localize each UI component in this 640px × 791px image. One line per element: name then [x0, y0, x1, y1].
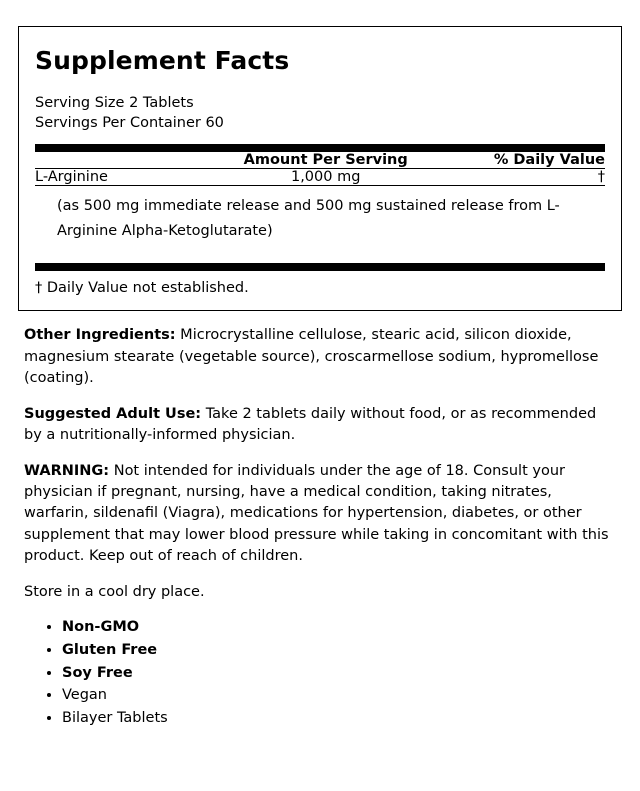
nutrient-sub-description: (as 500 mg immediate release and 500 mg sustained release from L-Arginine Alpha-Ketoglutarate)	[57, 197, 560, 240]
divider-thick-bottom	[35, 263, 605, 271]
warning-label: WARNING:	[24, 462, 110, 479]
facts-table	[35, 152, 605, 168]
warning-paragraph	[24, 461, 614, 568]
label-body-copy	[24, 325, 614, 730]
nutrient-amount: 1,000 mg	[290, 168, 361, 185]
serving-size: Serving Size 2 Tablets	[35, 94, 194, 111]
table-header-row	[35, 152, 605, 168]
list-item: • Vegan	[62, 685, 614, 707]
list-item: • Soy Free	[62, 663, 614, 685]
list-item: • Non-GMO	[62, 617, 614, 639]
supplement-facts-panel	[18, 26, 622, 311]
claims-list	[30, 617, 614, 730]
nutrient-daily-value: †	[597, 168, 605, 185]
nutrient-name: L-Arginine	[35, 168, 108, 185]
column-header-daily-value: % Daily Value	[493, 151, 605, 168]
other-ingredients-text: Microcrystalline cellulose, stearic acid, silicon dioxide, magnesium stearate (vegetable source), croscarmellose sodium, hypromellose (coating).	[24, 327, 599, 387]
warning-text: Not intended for individuals under the age of 18. Consult your physician if pregnant, nursing, have a medical condition, taking nitrates, warfarin, sildenafil (Viagra), medications for hypertension, diabetes, or other supplement that may lower blood pressure while taking in concomitant with this product. Keep out of reach of children.	[24, 462, 609, 565]
other-ingredients-label: Other Ingredients:	[24, 327, 176, 344]
storage-paragraph: Store in a cool dry place.	[24, 583, 205, 600]
panel-title: Supplement Facts	[35, 46, 290, 75]
facts-rows	[35, 169, 605, 185]
list-item: • Bilayer Tablets	[62, 708, 614, 730]
suggested-use-paragraph	[24, 404, 614, 447]
divider-thick-top	[35, 144, 605, 152]
other-ingredients-paragraph	[24, 325, 614, 389]
list-item: • Gluten Free	[62, 640, 614, 662]
servings-per-container: Servings Per Container 60	[35, 115, 224, 132]
table-row	[35, 169, 605, 185]
column-header-amount: Amount Per Serving	[243, 151, 408, 168]
daily-value-footnote: † Daily Value not established.	[35, 280, 249, 297]
suggested-use-label: Suggested Adult Use:	[24, 405, 202, 422]
suggested-use-text: Take 2 tablets daily without food, or as recommended by a nutritionally-informed physician.	[24, 405, 597, 444]
